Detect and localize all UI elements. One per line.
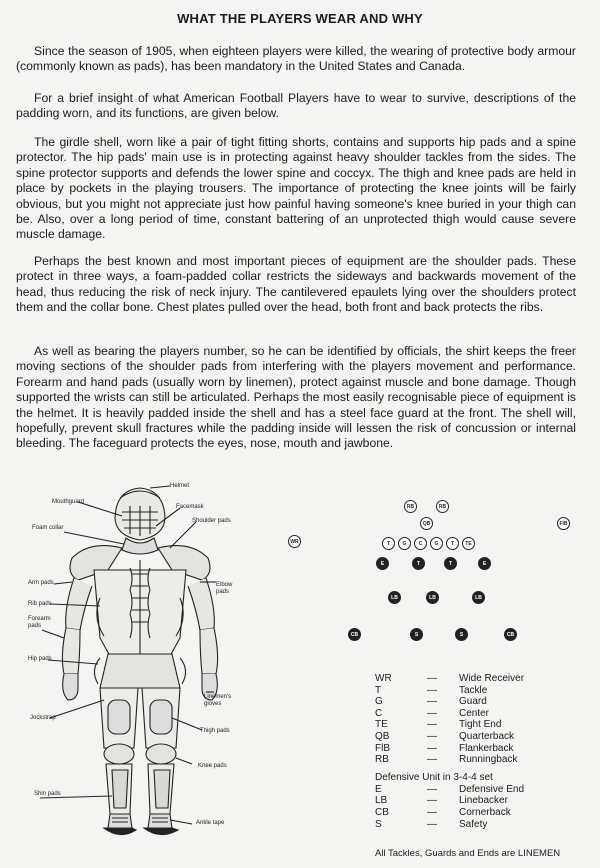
legend-row [375,807,585,819]
label-shoulder-pads: Shoulder pads [192,518,231,524]
player-dl-t2: T [444,557,457,570]
legend-abbr: S [375,818,382,830]
legend-abbr: G [375,696,383,708]
legend-row [375,685,585,697]
legend-dash: — [427,707,437,719]
legend-dash: — [427,742,437,754]
player-ol-t2: T [446,537,459,550]
legend-name: Center [459,707,490,719]
defense-legend-title: Defensive Unit in 3-4-4 set [375,771,493,783]
player-qb: QB [420,517,433,530]
legend-row [375,784,585,796]
legend-abbr: T [375,684,382,696]
label-shin-pads: Shin pads [34,791,61,797]
legend-abbr: C [375,707,383,719]
paragraph-intro: For a brief insight of what American Football Players have to wear to survive, descriptions of the padding worn, and its functions, are given below. [16,91,576,121]
paragraph-shirt-helmet: As well as bearing the players number, so he can be identified by officials, the shirt keeps the freer moving sections of the shoulder pads from interfering with the players movement and performance. Forearm and hand pads (usually worn by linemen), protect against muscle and bone damage. Though supported the wrists can still be articulated. Perhaps the most easily recognisable piece of equipment is the helmet. It is heavily padded inside the shell and has a steel face guard at the front. The shell will, hopefully, prevent skull fractures while the padding inside will lessen the risk of concussion or internal bleeding. The faceguard protects the eyes, nose, mouth and jawbone. [16,344,576,451]
legend-name: Tackle [459,684,488,696]
legend-dash: — [427,696,437,708]
legend-row [375,731,585,743]
player-wr: WR [288,535,301,548]
legend-name: Linebacker [459,795,508,807]
player-flb: FlB [557,517,570,530]
legend-dash: — [427,754,437,766]
player-ol-c: C [414,537,427,550]
paragraph-shoulder-pads: Perhaps the best known and most important pieces of equipment are the shoulder pads. These protect in three ways, a foam-padded collar restricts the sideways and backwards movement of the head, thus reducing the risk of neck injury. The cantilevered epaulets lying over the shoulders protect them and the collar bone. Chest plates pulled over the head, both front and back protects the ribs. [16,254,576,315]
player-equipment-illustration [20,478,280,853]
legend-abbr: E [375,783,382,795]
label-forearm-pads: Forearm pads [28,616,51,629]
linemen-footnote: All Tackles, Guards and Ends are LINEMEN [375,848,561,859]
label-hip-pads: Hip pads [28,656,52,662]
player-lb-1: LB [388,591,401,604]
player-dl-e2: E [478,557,491,570]
legend-name: Flankerback [459,742,514,754]
legend-row [375,743,585,755]
legend-abbr: RB [375,754,389,766]
legend-name: Quarterback [459,730,515,742]
position-legend [375,673,585,830]
player-s-2: S [455,628,468,641]
legend-abbr: TE [375,719,388,731]
legend-dash: — [427,730,437,742]
label-arm-pads: Arm pads [28,580,54,586]
legend-dash: — [427,719,437,731]
legend-row [375,819,585,831]
legend-dash: — [427,806,437,818]
player-lb-3: LB [472,591,485,604]
paragraph-history: Since the season of 1905, when eighteen players were killed, the wearing of protective body armour (commonly known as pads), has been mandatory in the United States and Canada. [16,44,576,74]
legend-dash: — [427,783,437,795]
player-ol-te: TE [462,537,475,550]
legend-abbr: LB [375,795,388,807]
label-knee-pads: Knee pads [198,763,227,769]
legend-dash: — [427,795,437,807]
legend-row [375,708,585,720]
legend-row [375,696,585,708]
label-rib-pads: Rib pads [28,601,52,607]
label-foam-collar: Foam collar [32,525,64,531]
player-ol-t1: T [382,537,395,550]
label-helmet: Helmet [170,483,190,489]
label-elbow-pads: Elbow pads [216,582,233,595]
legend-dash: — [427,684,437,696]
player-ol-g1: G [398,537,411,550]
label-facemask: Facemask [176,504,204,510]
legend-name: Guard [459,696,487,708]
player-lb-2: LB [426,591,439,604]
legend-name: Cornerback [459,806,511,818]
player-ol-g2: G [430,537,443,550]
page-title: WHAT THE PLAYERS WEAR AND WHY [177,11,423,26]
player-rb-1: RB [404,500,417,513]
legend-row [375,673,585,685]
legend-dash: — [427,673,437,684]
legend-dash: — [427,818,437,830]
label-thigh-pads: Thigh pads [200,728,230,734]
player-dl-t1: T [412,557,425,570]
legend-name: Safety [459,818,488,830]
label-mouthguard: Mouthguard [52,499,85,505]
legend-abbr: QB [375,730,390,742]
player-rb-2: RB [436,500,449,513]
player-cb-2: CB [504,628,517,641]
player-dl-e1: E [376,557,389,570]
legend-name: Runningback [459,754,518,766]
legend-name: Defensive End [459,783,525,795]
legend-row [375,719,585,731]
player-cb-1: CB [348,628,361,641]
legend-abbr: WR [375,673,392,684]
legend-abbr: FlB [375,742,390,754]
legend-name: Wide Receiver [459,673,525,684]
label-linemens-gloves: Linemen's gloves [204,694,232,707]
legend-name: Tight End [459,719,502,731]
legend-abbr: CB [375,806,389,818]
label-ankle-tape: Ankle tape [196,820,225,826]
label-jockstrap: Jockstrap [30,715,56,721]
paragraph-girdle: The girdle shell, worn like a pair of tight fitting shorts, contains and supports hip pads and a spine protector. The hip pads' main use is in protecting against heavy shoulder tackles from the sides. The spine protector supports and defends the lower spine and coccyx. The thigh and knee pads are held in place by pockets in the playing trousers. The importance of protecting the knee joints will be fairly obvious, but you might not appreciate just how painful having someone's knee buried in your thigh can be. Also, over a long period of time, constant battering of an unprotected thigh would cause severe muscle damage. [16,135,576,242]
player-s-1: S [410,628,423,641]
legend-row [375,754,585,766]
legend-row [375,795,585,807]
formation-diagram [280,495,590,655]
